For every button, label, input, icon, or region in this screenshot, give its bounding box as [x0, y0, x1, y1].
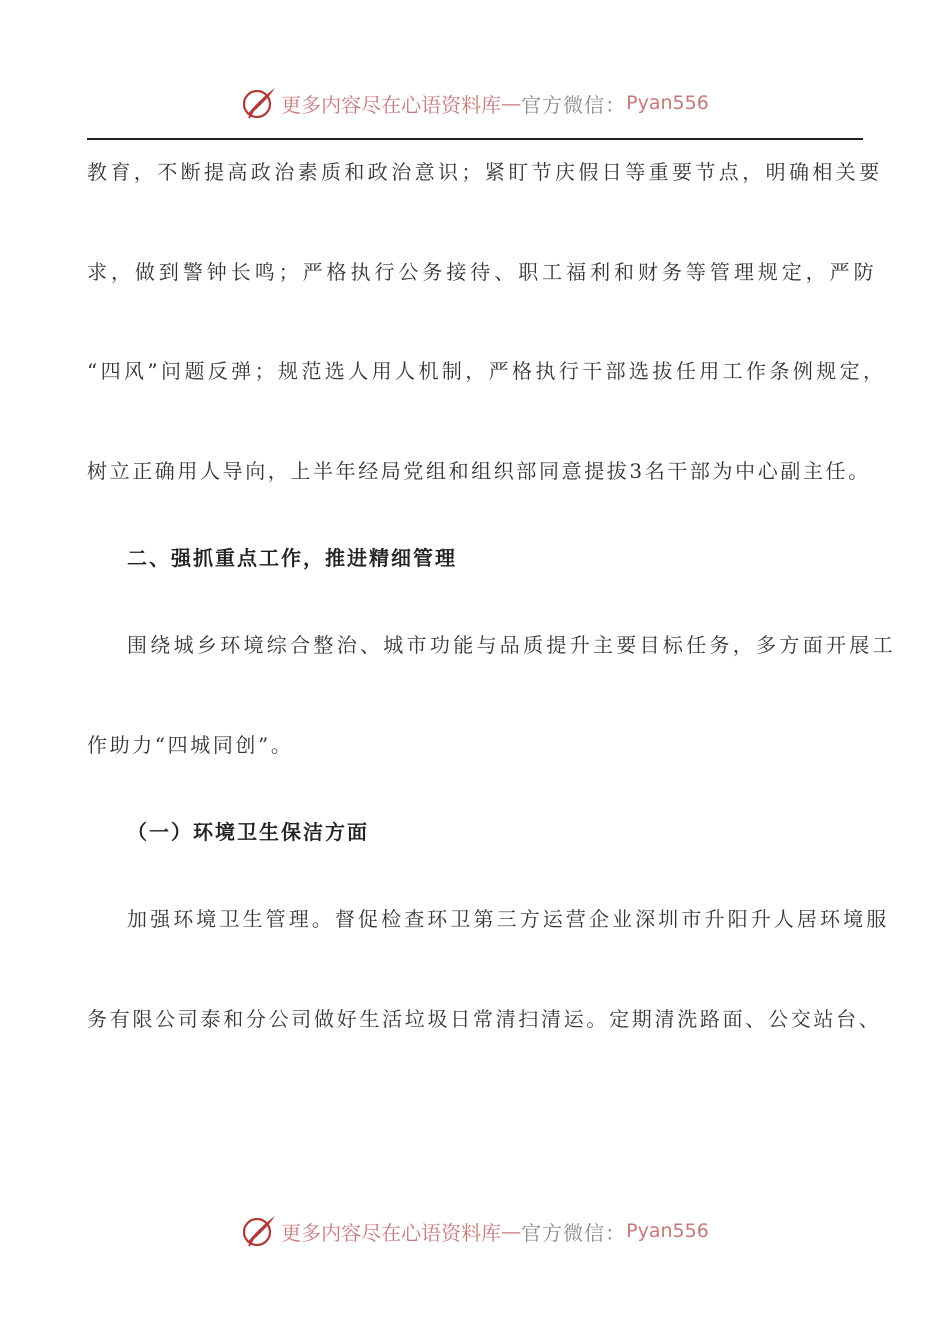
footer-banner	[0, 1211, 950, 1251]
footer-dash: —	[501, 1219, 522, 1243]
footer-wechat-id: Pyan556	[626, 1220, 709, 1242]
header-label: 官方微信：	[521, 92, 627, 117]
subsection-heading: （一）环境卫生保洁方面	[127, 820, 369, 844]
header-wechat-id: Pyan556	[626, 92, 709, 114]
subsection-para-line: 务有限公司泰和分公司做好生活垃圾日常清扫清运。定期清洗路面、公交站台、	[87, 1007, 882, 1031]
body-line: “四风”问题反弹；规范选人用人机制，严格执行干部选拔任用工作条例规定，	[87, 359, 887, 383]
body-line: 树立正确用人导向，上半年经局党组和组织部同意提拔3名干部为中心副主任。	[87, 459, 871, 483]
footer-site-text: 更多内容尽在心语资料库	[281, 1220, 502, 1245]
subsection-para-line: 加强环境卫生管理。督促检查环卫第三方运营企业深圳市升阳升人居环境服	[127, 907, 890, 931]
body-line: 教育，不断提高政治素质和政治意识；紧盯节庆假日等重要节点，明确相关要	[87, 160, 883, 184]
header-site-text: 更多内容尽在心语资料库	[281, 92, 502, 117]
footer-label: 官方微信：	[521, 1220, 627, 1245]
quill-logo-icon	[241, 1213, 277, 1249]
section-para-line: 围绕城乡环境综合整治、城市功能与品质提升主要目标任务，多方面开展工	[127, 633, 896, 657]
header-dash: —	[501, 91, 522, 115]
section-heading: 二、强抓重点工作，推进精细管理	[127, 546, 457, 570]
body-line: 求，做到警钟长鸣；严格执行公务接待、职工福利和财务等管理规定，严防	[87, 260, 877, 284]
section-para-line: 作助力“四城同创”。	[87, 733, 294, 757]
